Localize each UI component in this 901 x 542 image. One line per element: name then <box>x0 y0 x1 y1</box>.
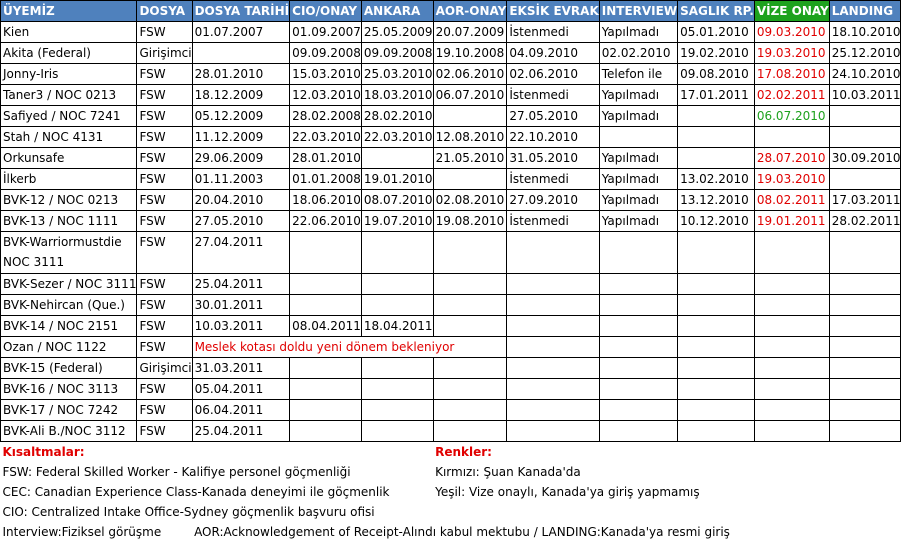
header-interview: INTERVIEW <box>599 1 677 22</box>
cell-ankara: 18.03.2010 <box>361 85 433 106</box>
cell-vize-onay <box>754 274 829 295</box>
cell-dosya: FSW <box>137 379 192 400</box>
cell-saglik-rp: 13.02.2010 <box>678 169 755 190</box>
cell-eksik-evrak <box>507 316 599 337</box>
cell-saglik-rp: 13.12.2010 <box>678 190 755 211</box>
cell-vize-onay <box>754 337 829 358</box>
header-eksik-evrak: EKSİK EVRAK <box>507 1 599 22</box>
cell-landing: 17.03.2011 <box>829 190 901 211</box>
table-row <box>1 169 901 190</box>
table-row <box>1 64 901 85</box>
cell-saglik-rp <box>678 127 755 148</box>
cell-saglik-rp <box>678 295 755 316</box>
cell-eksik-evrak <box>507 337 599 358</box>
cell-uyemiz: Safiyed / NOC 7241 <box>1 106 137 127</box>
cell-dosya: Girişimci <box>137 43 192 64</box>
cell-eksik-evrak: 31.05.2010 <box>507 148 599 169</box>
table-row <box>1 43 901 64</box>
cell-dosya: FSW <box>137 211 192 232</box>
cell-cio-onay: 28.01.2010 <box>290 148 362 169</box>
legend-green: Yeşil: Vize onaylı, Kanada'ya giriş yapmamış <box>435 485 700 499</box>
cell-eksik-evrak <box>507 232 599 274</box>
cell-ankara <box>361 232 433 274</box>
cell-dosya-tarihi: 30.01.2011 <box>192 295 290 316</box>
cell-cio-onay: 01.01.2008 <box>290 169 362 190</box>
cell-dosya: FSW <box>137 337 192 358</box>
cell-uyemiz: Jonny-Iris <box>1 64 137 85</box>
table-row <box>1 421 901 442</box>
cell-eksik-evrak: 22.10.2010 <box>507 127 599 148</box>
cell-uyemiz: BVK-15 (Federal) <box>1 358 137 379</box>
cell-landing: 25.12.2010 <box>829 43 901 64</box>
header-saglik-rp: SAGLIK RP. <box>678 1 755 22</box>
cell-vize-onay <box>754 295 829 316</box>
cell-saglik-rp <box>678 358 755 379</box>
cell-vize-onay: 19.01.2011 <box>754 211 829 232</box>
cell-aor-onay: 20.07.2009 <box>433 22 507 43</box>
cell-cio-onay: 22.06.2010 <box>290 211 362 232</box>
cell-dosya: FSW <box>137 22 192 43</box>
header-dosya: DOSYA <box>137 1 192 22</box>
cell-dosya-tarihi: 28.01.2010 <box>192 64 290 85</box>
cell-landing <box>829 400 901 421</box>
cell-dosya-tarihi: 25.04.2011 <box>192 421 290 442</box>
cell-eksik-evrak <box>507 421 599 442</box>
cell-interview: Yapılmadı <box>599 169 677 190</box>
cell-dosya: FSW <box>137 106 192 127</box>
cell-ankara: 25.05.2009 <box>361 22 433 43</box>
cell-aor-onay <box>433 232 507 274</box>
cell-ankara <box>361 274 433 295</box>
cell-dosya: FSW <box>137 85 192 106</box>
legend-cio: CIO: Centralized Intake Office-Sydney göçmenlik başvuru ofisi <box>2 505 375 519</box>
cell-landing: 30.09.2010 <box>829 148 901 169</box>
cell-dosya: FSW <box>137 316 192 337</box>
cell-uyemiz: Akita (Federal) <box>1 43 137 64</box>
cell-vize-onay <box>754 127 829 148</box>
table-row <box>1 148 901 169</box>
cell-uyemiz: Orkunsafe <box>1 148 137 169</box>
cell-eksik-evrak <box>507 400 599 421</box>
cell-vize-onay: 19.03.2010 <box>754 43 829 64</box>
cell-interview: Yapılmadı <box>599 106 677 127</box>
cell-aor-onay: 19.10.2008 <box>433 43 507 64</box>
cell-dosya-tarihi: 27.04.2011 <box>192 232 290 274</box>
cell-landing <box>829 169 901 190</box>
cell-saglik-rp <box>678 379 755 400</box>
table-row <box>1 22 901 43</box>
colors-title: Renkler: <box>435 445 492 459</box>
cell-landing <box>829 358 901 379</box>
cell-interview <box>599 379 677 400</box>
cell-landing <box>829 127 901 148</box>
table-row <box>1 127 901 148</box>
cell-cio-onay <box>290 358 362 379</box>
legend-fsw: FSW: Federal Skilled Worker - Kalifiye personel göçmenliği <box>2 465 351 479</box>
cell-aor-onay <box>433 295 507 316</box>
cell-cio-onay: 28.02.2008 <box>290 106 362 127</box>
cell-saglik-rp: 05.01.2010 <box>678 22 755 43</box>
cell-cio-onay <box>290 274 362 295</box>
cell-saglik-rp <box>678 316 755 337</box>
cell-ankara <box>361 358 433 379</box>
cell-uyemiz: Kien <box>1 22 137 43</box>
cell-dosya-tarihi: 20.04.2010 <box>192 190 290 211</box>
cell-dosya-tarihi: 06.04.2011 <box>192 400 290 421</box>
legend-red: Kırmızı: Şuan Kanada'da <box>435 465 581 479</box>
cell-dosya: FSW <box>137 127 192 148</box>
cell-ankara <box>361 148 433 169</box>
cell-vize-onay <box>754 379 829 400</box>
quota-note: Meslek kotası doldu yeni dönem bekleniyor <box>192 337 507 358</box>
header-row <box>1 1 901 22</box>
cell-aor-onay <box>433 358 507 379</box>
cell-eksik-evrak: 04.09.2010 <box>507 43 599 64</box>
cell-saglik-rp <box>678 400 755 421</box>
cell-uyemiz: Stah / NOC 4131 <box>1 127 137 148</box>
cell-ankara: 09.09.2008 <box>361 43 433 64</box>
cell-ankara: 19.07.2010 <box>361 211 433 232</box>
legend-row <box>1 462 901 482</box>
table-row <box>1 232 901 274</box>
cell-ankara: 28.02.2010 <box>361 106 433 127</box>
legend-row <box>1 502 901 522</box>
cell-eksik-evrak: İstenmedi <box>507 169 599 190</box>
cell-dosya: Girişimci <box>137 358 192 379</box>
cell-vize-onay: 08.02.2011 <box>754 190 829 211</box>
cell-uyemiz: BVK-Ali B./NOC 3112 <box>1 421 137 442</box>
cell-eksik-evrak: İstenmedi <box>507 85 599 106</box>
table-row <box>1 274 901 295</box>
cell-vize-onay <box>754 358 829 379</box>
cell-dosya-tarihi <box>192 43 290 64</box>
header-dosya-tarihi: DOSYA TARİHİ <box>192 1 290 22</box>
cell-interview <box>599 400 677 421</box>
cell-aor-onay: 02.08.2010 <box>433 190 507 211</box>
cell-aor-onay: 12.08.2010 <box>433 127 507 148</box>
cell-cio-onay <box>290 400 362 421</box>
cell-uyemiz: BVK-16 / NOC 3113 <box>1 379 137 400</box>
cell-dosya-tarihi: 18.12.2009 <box>192 85 290 106</box>
cell-dosya: FSW <box>137 190 192 211</box>
cell-vize-onay <box>754 421 829 442</box>
cell-interview: Yapılmadı <box>599 211 677 232</box>
cell-interview: 02.02.2010 <box>599 43 677 64</box>
cell-cio-onay <box>290 379 362 400</box>
legend-row <box>1 442 901 463</box>
cell-aor-onay: 06.07.2010 <box>433 85 507 106</box>
cell-saglik-rp: 10.12.2010 <box>678 211 755 232</box>
cell-saglik-rp <box>678 148 755 169</box>
cell-cio-onay <box>290 295 362 316</box>
cell-vize-onay: 06.07.2010 <box>754 106 829 127</box>
table-row <box>1 358 901 379</box>
cell-cio-onay: 12.03.2010 <box>290 85 362 106</box>
cell-interview <box>599 358 677 379</box>
cell-vize-onay <box>754 232 829 274</box>
cell-dosya-tarihi: 10.03.2011 <box>192 316 290 337</box>
cell-landing <box>829 379 901 400</box>
cell-dosya-tarihi: 05.12.2009 <box>192 106 290 127</box>
cell-eksik-evrak: İstenmedi <box>507 22 599 43</box>
cell-saglik-rp <box>678 232 755 274</box>
cell-ankara: 19.01.2010 <box>361 169 433 190</box>
cell-cio-onay: 22.03.2010 <box>290 127 362 148</box>
legend-cec: CEC: Canadian Experience Class-Kanada deneyimi ile göçmenlik <box>2 485 390 499</box>
cell-ankara: 18.04.2011 <box>361 316 433 337</box>
cell-landing <box>829 106 901 127</box>
cell-vize-onay: 28.07.2010 <box>754 148 829 169</box>
cell-cio-onay: 08.04.2011 <box>290 316 362 337</box>
cell-dosya-tarihi: 25.04.2011 <box>192 274 290 295</box>
cell-vize-onay: 19.03.2010 <box>754 169 829 190</box>
cell-eksik-evrak <box>507 274 599 295</box>
cell-aor-onay: 19.08.2010 <box>433 211 507 232</box>
cell-cio-onay: 09.09.2008 <box>290 43 362 64</box>
cell-saglik-rp: 09.08.2010 <box>678 64 755 85</box>
table-row <box>1 316 901 337</box>
cell-dosya: FSW <box>137 148 192 169</box>
cell-landing <box>829 232 901 274</box>
cell-interview: Yapılmadı <box>599 190 677 211</box>
header-aor-onay: AOR-ONAY <box>433 1 507 22</box>
cell-uyemiz: BVK-Sezer / NOC 3111 <box>1 274 137 295</box>
cell-ankara <box>361 400 433 421</box>
cell-interview <box>599 421 677 442</box>
cell-saglik-rp <box>678 274 755 295</box>
cell-aor-onay <box>433 421 507 442</box>
cell-uyemiz: BVK-13 / NOC 1111 <box>1 211 137 232</box>
cell-dosya-tarihi: 05.04.2011 <box>192 379 290 400</box>
cell-vize-onay: 02.02.2011 <box>754 85 829 106</box>
cell-dosya: FSW <box>137 274 192 295</box>
cell-aor-onay <box>433 316 507 337</box>
cell-uyemiz: İlkerb <box>1 169 137 190</box>
cell-ankara: 25.03.2010 <box>361 64 433 85</box>
cell-eksik-evrak: İstenmedi <box>507 211 599 232</box>
legend-row <box>1 522 901 542</box>
cell-dosya: FSW <box>137 169 192 190</box>
header-ankara: ANKARA <box>361 1 433 22</box>
cell-dosya-tarihi: 11.12.2009 <box>192 127 290 148</box>
cell-dosya: FSW <box>137 400 192 421</box>
cell-ankara: 22.03.2010 <box>361 127 433 148</box>
cell-landing <box>829 421 901 442</box>
cell-saglik-rp <box>678 106 755 127</box>
cell-vize-onay: 09.03.2010 <box>754 22 829 43</box>
cell-dosya: FSW <box>137 64 192 85</box>
cell-cio-onay: 15.03.2010 <box>290 64 362 85</box>
cell-aor-onay <box>433 400 507 421</box>
cell-vize-onay: 17.08.2010 <box>754 64 829 85</box>
cell-dosya-tarihi: 01.07.2007 <box>192 22 290 43</box>
cell-saglik-rp: 19.02.2010 <box>678 43 755 64</box>
cell-uyemiz: BVK-Warriormustdie NOC 3111 <box>1 232 137 274</box>
header-uyemiz: ÜYEMİZ <box>1 1 137 22</box>
table-row <box>1 190 901 211</box>
table-row <box>1 85 901 106</box>
cell-uyemiz: BVK-12 / NOC 0213 <box>1 190 137 211</box>
cell-eksik-evrak <box>507 295 599 316</box>
table-row <box>1 106 901 127</box>
legend-interview: Interview:Fiziksel görüşme <box>2 525 162 539</box>
cell-dosya: FSW <box>137 295 192 316</box>
cell-interview: Yapılmadı <box>599 85 677 106</box>
cell-landing <box>829 295 901 316</box>
header-cio-onay: CIO/ONAY <box>290 1 362 22</box>
table-row <box>1 295 901 316</box>
cell-saglik-rp <box>678 421 755 442</box>
cell-aor-onay: 21.05.2010 <box>433 148 507 169</box>
cell-interview <box>599 295 677 316</box>
cell-aor-onay <box>433 106 507 127</box>
cell-dosya-tarihi: 31.03.2011 <box>192 358 290 379</box>
cell-dosya: FSW <box>137 421 192 442</box>
cell-aor-onay <box>433 379 507 400</box>
cell-landing <box>829 337 901 358</box>
table-row <box>1 211 901 232</box>
cell-landing: 18.10.2010 <box>829 22 901 43</box>
cell-interview <box>599 337 677 358</box>
cell-eksik-evrak: 02.06.2010 <box>507 64 599 85</box>
cell-interview <box>599 274 677 295</box>
cell-aor-onay <box>433 274 507 295</box>
cell-ankara <box>361 421 433 442</box>
header-vize-onay: VİZE ONAY <box>754 1 829 22</box>
cell-saglik-rp <box>678 337 755 358</box>
cell-interview <box>599 232 677 274</box>
cell-dosya-tarihi: 01.11.2003 <box>192 169 290 190</box>
cell-cio-onay: 01.09.2007 <box>290 22 362 43</box>
cell-interview: Telefon ile <box>599 64 677 85</box>
cell-eksik-evrak <box>507 358 599 379</box>
cell-cio-onay <box>290 232 362 274</box>
legend-aor: AOR:Acknowledgement of Receipt-Alındı kabul mektubu / LANDING:Kanada'ya resmi giriş <box>194 525 730 539</box>
cell-eksik-evrak: 27.09.2010 <box>507 190 599 211</box>
cell-vize-onay <box>754 400 829 421</box>
cell-ankara <box>361 379 433 400</box>
cell-ankara: 08.07.2010 <box>361 190 433 211</box>
cell-interview: Yapılmadı <box>599 148 677 169</box>
cell-interview: Yapılmadı <box>599 22 677 43</box>
cell-landing <box>829 274 901 295</box>
cell-uyemiz: BVK-14 / NOC 2151 <box>1 316 137 337</box>
cell-dosya-tarihi: 27.05.2010 <box>192 211 290 232</box>
cell-uyemiz: BVK-17 / NOC 7242 <box>1 400 137 421</box>
cell-landing: 28.02.2011 <box>829 211 901 232</box>
cell-uyemiz: Taner3 / NOC 0213 <box>1 85 137 106</box>
cell-landing: 24.10.2010 <box>829 64 901 85</box>
cell-aor-onay <box>433 169 507 190</box>
cell-vize-onay <box>754 316 829 337</box>
cell-saglik-rp: 17.01.2011 <box>678 85 755 106</box>
legend-row <box>1 482 901 502</box>
cell-uyemiz: Ozan / NOC 1122 <box>1 337 137 358</box>
cell-interview <box>599 127 677 148</box>
cell-aor-onay: 02.06.2010 <box>433 64 507 85</box>
cell-landing <box>829 316 901 337</box>
table-row <box>1 337 901 358</box>
cell-uyemiz: BVK-Nehircan (Que.) <box>1 295 137 316</box>
table-row <box>1 379 901 400</box>
cell-dosya-tarihi: 29.06.2009 <box>192 148 290 169</box>
cell-eksik-evrak: 27.05.2010 <box>507 106 599 127</box>
cell-eksik-evrak <box>507 379 599 400</box>
cell-cio-onay <box>290 421 362 442</box>
cell-landing: 10.03.2011 <box>829 85 901 106</box>
cell-dosya: FSW <box>137 232 192 274</box>
header-landing: LANDING <box>829 1 901 22</box>
cell-cio-onay: 18.06.2010 <box>290 190 362 211</box>
abbr-title: Kısaltmalar: <box>2 445 85 459</box>
table-row <box>1 400 901 421</box>
cell-interview <box>599 316 677 337</box>
cell-ankara <box>361 295 433 316</box>
